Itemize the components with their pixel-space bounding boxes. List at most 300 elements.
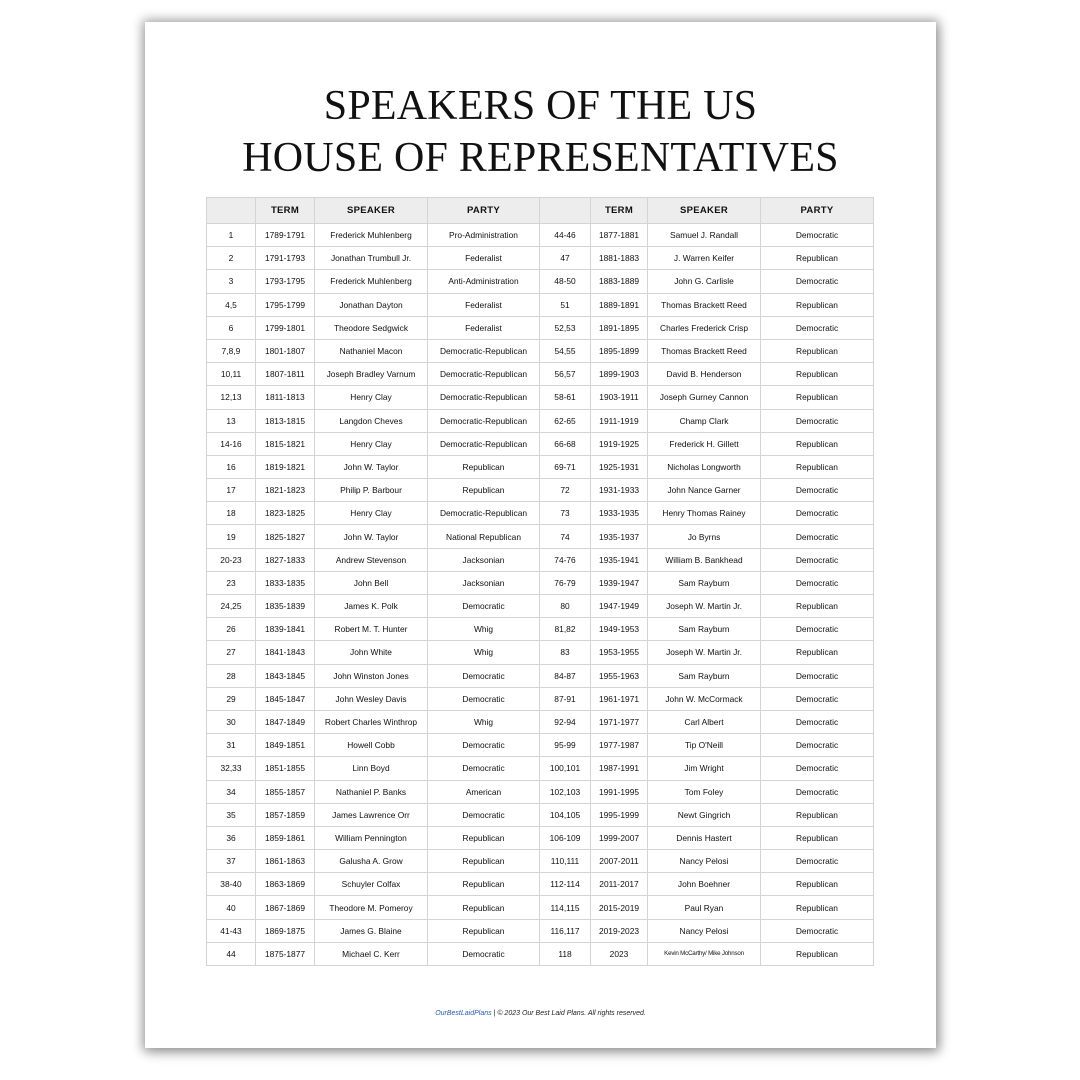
speaker-cell: Nathaniel P. Banks xyxy=(315,780,428,803)
congress-cell: 112-114 xyxy=(540,873,591,896)
congress-cell: 2 xyxy=(207,247,256,270)
speaker-cell: Frederick Muhlenberg xyxy=(315,224,428,247)
congress-cell: 102,103 xyxy=(540,780,591,803)
term-cell: 1991-1995 xyxy=(591,780,648,803)
speaker-cell: Thomas Brackett Reed xyxy=(648,339,761,362)
term-cell: 1843-1845 xyxy=(256,664,315,687)
term-cell: 1931-1933 xyxy=(591,479,648,502)
congress-cell: 76-79 xyxy=(540,571,591,594)
speaker-cell: Langdon Cheves xyxy=(315,409,428,432)
speaker-cell: Tip O'Neill xyxy=(648,734,761,757)
term-cell: 1935-1937 xyxy=(591,525,648,548)
speaker-cell: John Wesley Davis xyxy=(315,687,428,710)
term-cell: 1925-1931 xyxy=(591,455,648,478)
congress-cell: 104,105 xyxy=(540,803,591,826)
speaker-cell: Sam Rayburn xyxy=(648,664,761,687)
party-cell: Democratic xyxy=(761,479,874,502)
term-cell: 1999-2007 xyxy=(591,826,648,849)
term-cell: 1899-1903 xyxy=(591,363,648,386)
speaker-cell: John Winston Jones xyxy=(315,664,428,687)
congress-cell: 92-94 xyxy=(540,710,591,733)
party-cell: American xyxy=(428,780,540,803)
table-row xyxy=(207,780,874,803)
congress-cell: 20-23 xyxy=(207,548,256,571)
speaker-cell: William Pennington xyxy=(315,826,428,849)
congress-cell: 29 xyxy=(207,687,256,710)
term-cell: 1877-1881 xyxy=(591,224,648,247)
party-cell: Democratic xyxy=(761,224,874,247)
term-cell: 1827-1833 xyxy=(256,548,315,571)
speaker-cell: John W. Taylor xyxy=(315,525,428,548)
table-row xyxy=(207,687,874,710)
party-cell: Democratic-Republican xyxy=(428,339,540,362)
party-cell: Jacksonian xyxy=(428,548,540,571)
party-cell: Federalist xyxy=(428,247,540,270)
party-cell: Whig xyxy=(428,710,540,733)
congress-cell: 80 xyxy=(540,595,591,618)
term-cell: 1819-1821 xyxy=(256,455,315,478)
speaker-cell: Galusha A. Grow xyxy=(315,850,428,873)
speaker-cell: Nancy Pelosi xyxy=(648,919,761,942)
party-cell: Democratic xyxy=(761,409,874,432)
title-line-1: SPEAKERS OF THE US xyxy=(323,83,758,129)
table-row xyxy=(207,432,874,455)
speaker-cell: Theodore Sedgwick xyxy=(315,316,428,339)
party-cell: Democratic xyxy=(761,316,874,339)
table-row xyxy=(207,270,874,293)
table-row xyxy=(207,734,874,757)
congress-cell: 51 xyxy=(540,293,591,316)
term-cell: 1869-1875 xyxy=(256,919,315,942)
congress-cell: 19 xyxy=(207,525,256,548)
speaker-cell: James Lawrence Orr xyxy=(315,803,428,826)
term-cell: 1919-1925 xyxy=(591,432,648,455)
table-body xyxy=(207,224,874,966)
party-cell: Republican xyxy=(761,386,874,409)
speaker-cell: Nicholas Longworth xyxy=(648,455,761,478)
party-cell: Democratic xyxy=(428,687,540,710)
party-cell: Jacksonian xyxy=(428,571,540,594)
party-cell: Anti-Administration xyxy=(428,270,540,293)
speaker-cell: John W. Taylor xyxy=(315,455,428,478)
speaker-cell: Sam Rayburn xyxy=(648,618,761,641)
page-title xyxy=(145,80,936,184)
term-cell: 1863-1869 xyxy=(256,873,315,896)
speaker-cell: James K. Polk xyxy=(315,595,428,618)
congress-cell: 106-109 xyxy=(540,826,591,849)
speaker-cell: Joseph Bradley Varnum xyxy=(315,363,428,386)
congress-cell: 62-65 xyxy=(540,409,591,432)
party-cell: National Republican xyxy=(428,525,540,548)
table-row xyxy=(207,826,874,849)
congress-cell: 74-76 xyxy=(540,548,591,571)
speaker-cell: Samuel J. Randall xyxy=(648,224,761,247)
term-cell: 1815-1821 xyxy=(256,432,315,455)
term-cell: 1825-1827 xyxy=(256,525,315,548)
party-cell: Republican xyxy=(761,942,874,965)
party-cell: Republican xyxy=(761,247,874,270)
party-cell: Republican xyxy=(428,455,540,478)
party-cell: Republican xyxy=(428,919,540,942)
table-row xyxy=(207,571,874,594)
speaker-col-header-2: SPEAKER xyxy=(648,198,761,224)
party-cell: Republican xyxy=(761,339,874,362)
term-cell: 1895-1899 xyxy=(591,339,648,362)
party-cell: Democratic xyxy=(761,525,874,548)
speaker-cell: John White xyxy=(315,641,428,664)
speaker-cell: Theodore M. Pomeroy xyxy=(315,896,428,919)
term-cell: 1823-1825 xyxy=(256,502,315,525)
congress-cell: 1 xyxy=(207,224,256,247)
speaker-cell: Carl Albert xyxy=(648,710,761,733)
speaker-cell: Champ Clark xyxy=(648,409,761,432)
speaker-cell: Newt Gingrich xyxy=(648,803,761,826)
congress-cell: 26 xyxy=(207,618,256,641)
speaker-cell: Jonathan Dayton xyxy=(315,293,428,316)
congress-cell: 100,101 xyxy=(540,757,591,780)
term-cell: 1881-1883 xyxy=(591,247,648,270)
term-cell: 1947-1949 xyxy=(591,595,648,618)
speaker-cell: Henry Thomas Rainey xyxy=(648,502,761,525)
table-row xyxy=(207,803,874,826)
congress-col-header-2 xyxy=(540,198,591,224)
congress-cell: 69-71 xyxy=(540,455,591,478)
speaker-cell: Nathaniel Macon xyxy=(315,339,428,362)
party-cell: Republican xyxy=(428,873,540,896)
speaker-cell: Sam Rayburn xyxy=(648,571,761,594)
speaker-cell: Jim Wright xyxy=(648,757,761,780)
party-cell: Republican xyxy=(428,896,540,919)
party-cell: Republican xyxy=(761,826,874,849)
term-cell: 1949-1953 xyxy=(591,618,648,641)
table-row xyxy=(207,386,874,409)
speaker-cell: Nancy Pelosi xyxy=(648,850,761,873)
term-cell: 1807-1811 xyxy=(256,363,315,386)
term-cell: 1811-1813 xyxy=(256,386,315,409)
congress-cell: 84-87 xyxy=(540,664,591,687)
party-cell: Republican xyxy=(761,873,874,896)
term-cell: 1839-1841 xyxy=(256,618,315,641)
term-cell: 2019-2023 xyxy=(591,919,648,942)
speaker-cell: Jo Byrns xyxy=(648,525,761,548)
term-cell: 1891-1895 xyxy=(591,316,648,339)
party-cell: Pro-Administration xyxy=(428,224,540,247)
congress-cell: 31 xyxy=(207,734,256,757)
congress-cell: 30 xyxy=(207,710,256,733)
footer-brand-link[interactable]: OurBestLaidPlans xyxy=(435,1010,492,1017)
speaker-cell: Andrew Stevenson xyxy=(315,548,428,571)
party-cell: Democratic-Republican xyxy=(428,432,540,455)
term-col-header: TERM xyxy=(256,198,315,224)
speaker-cell: Thomas Brackett Reed xyxy=(648,293,761,316)
term-cell: 2015-2019 xyxy=(591,896,648,919)
party-col-header: PARTY xyxy=(428,198,540,224)
party-cell: Democratic xyxy=(428,803,540,826)
term-cell: 1799-1801 xyxy=(256,316,315,339)
table-row xyxy=(207,641,874,664)
congress-cell: 83 xyxy=(540,641,591,664)
congress-cell: 13 xyxy=(207,409,256,432)
congress-cell: 18 xyxy=(207,502,256,525)
congress-cell: 114,115 xyxy=(540,896,591,919)
table-row xyxy=(207,479,874,502)
speaker-cell: Tom Foley xyxy=(648,780,761,803)
table-row xyxy=(207,525,874,548)
speaker-cell: J. Warren Keifer xyxy=(648,247,761,270)
term-cell: 1875-1877 xyxy=(256,942,315,965)
term-cell: 1933-1935 xyxy=(591,502,648,525)
term-cell: 1813-1815 xyxy=(256,409,315,432)
term-cell: 1859-1861 xyxy=(256,826,315,849)
term-cell: 2011-2017 xyxy=(591,873,648,896)
party-cell: Republican xyxy=(761,641,874,664)
congress-cell: 7,8,9 xyxy=(207,339,256,362)
term-cell: 1939-1947 xyxy=(591,571,648,594)
term-cell: 1987-1991 xyxy=(591,757,648,780)
title-line-2: HOUSE OF REPRESENTATIVES xyxy=(242,135,839,181)
party-cell: Democratic xyxy=(428,942,540,965)
speaker-cell: Howell Cobb xyxy=(315,734,428,757)
term-col-header-2: TERM xyxy=(591,198,648,224)
congress-cell: 56,57 xyxy=(540,363,591,386)
term-cell: 1861-1863 xyxy=(256,850,315,873)
party-cell: Republican xyxy=(761,432,874,455)
speaker-cell: Frederick H. Gillett xyxy=(648,432,761,455)
speaker-cell: John W. McCormack xyxy=(648,687,761,710)
speaker-cell: John G. Carlisle xyxy=(648,270,761,293)
speaker-cell: Joseph W. Martin Jr. xyxy=(648,641,761,664)
congress-cell: 37 xyxy=(207,850,256,873)
term-cell: 1903-1911 xyxy=(591,386,648,409)
term-cell: 1847-1849 xyxy=(256,710,315,733)
congress-cell: 34 xyxy=(207,780,256,803)
party-cell: Republican xyxy=(761,595,874,618)
table-row xyxy=(207,363,874,386)
speaker-cell: John Nance Garner xyxy=(648,479,761,502)
footer xyxy=(145,1010,936,1017)
table-row xyxy=(207,409,874,432)
term-cell: 2023 xyxy=(591,942,648,965)
term-cell: 1961-1971 xyxy=(591,687,648,710)
party-cell: Democratic xyxy=(428,734,540,757)
speakers-table xyxy=(206,197,874,966)
party-cell: Republican xyxy=(428,479,540,502)
term-cell: 1855-1857 xyxy=(256,780,315,803)
party-cell: Republican xyxy=(428,826,540,849)
term-cell: 1789-1791 xyxy=(256,224,315,247)
congress-cell: 48-50 xyxy=(540,270,591,293)
party-cell: Democratic-Republican xyxy=(428,386,540,409)
speaker-cell: Henry Clay xyxy=(315,386,428,409)
term-cell: 1867-1869 xyxy=(256,896,315,919)
term-cell: 1795-1799 xyxy=(256,293,315,316)
term-cell: 1953-1955 xyxy=(591,641,648,664)
speaker-cell: Linn Boyd xyxy=(315,757,428,780)
speaker-cell: Philip P. Barbour xyxy=(315,479,428,502)
table-row xyxy=(207,710,874,733)
congress-cell: 44 xyxy=(207,942,256,965)
congress-cell: 24,25 xyxy=(207,595,256,618)
table-row xyxy=(207,757,874,780)
congress-cell: 10,11 xyxy=(207,363,256,386)
table-row xyxy=(207,247,874,270)
speaker-cell: Henry Clay xyxy=(315,432,428,455)
congress-cell: 74 xyxy=(540,525,591,548)
party-cell: Republican xyxy=(428,850,540,873)
congress-cell: 40 xyxy=(207,896,256,919)
speaker-col-header: SPEAKER xyxy=(315,198,428,224)
party-cell: Federalist xyxy=(428,293,540,316)
table-row xyxy=(207,618,874,641)
term-cell: 1845-1847 xyxy=(256,687,315,710)
congress-cell: 110,111 xyxy=(540,850,591,873)
speaker-cell: Robert M. T. Hunter xyxy=(315,618,428,641)
term-cell: 1995-1999 xyxy=(591,803,648,826)
party-cell: Republican xyxy=(761,803,874,826)
congress-cell: 58-61 xyxy=(540,386,591,409)
party-cell: Democratic-Republican xyxy=(428,409,540,432)
congress-col-header xyxy=(207,198,256,224)
term-cell: 1791-1793 xyxy=(256,247,315,270)
term-cell: 1793-1795 xyxy=(256,270,315,293)
table-row xyxy=(207,850,874,873)
congress-cell: 81,82 xyxy=(540,618,591,641)
congress-cell: 72 xyxy=(540,479,591,502)
speaker-cell: John Bell xyxy=(315,571,428,594)
congress-cell: 17 xyxy=(207,479,256,502)
speaker-cell: Paul Ryan xyxy=(648,896,761,919)
document-page xyxy=(145,22,936,1048)
speaker-cell: Charles Frederick Crisp xyxy=(648,316,761,339)
party-cell: Federalist xyxy=(428,316,540,339)
party-cell: Republican xyxy=(761,455,874,478)
party-cell: Democratic xyxy=(761,850,874,873)
table-row xyxy=(207,896,874,919)
table-row xyxy=(207,664,874,687)
table-row xyxy=(207,942,874,965)
party-cell: Democratic xyxy=(761,757,874,780)
party-cell: Democratic xyxy=(761,618,874,641)
party-cell: Democratic xyxy=(761,664,874,687)
party-cell: Democratic-Republican xyxy=(428,502,540,525)
term-cell: 1841-1843 xyxy=(256,641,315,664)
term-cell: 1835-1839 xyxy=(256,595,315,618)
party-cell: Democratic-Republican xyxy=(428,363,540,386)
table-row xyxy=(207,919,874,942)
party-cell: Democratic xyxy=(428,757,540,780)
congress-cell: 47 xyxy=(540,247,591,270)
table-row xyxy=(207,502,874,525)
congress-cell: 54,55 xyxy=(540,339,591,362)
table-header-row xyxy=(207,198,874,224)
speaker-cell: Joseph Gurney Cannon xyxy=(648,386,761,409)
congress-cell: 52,53 xyxy=(540,316,591,339)
term-cell: 1849-1851 xyxy=(256,734,315,757)
party-cell: Republican xyxy=(761,363,874,386)
congress-cell: 3 xyxy=(207,270,256,293)
speaker-cell: Schuyler Colfax xyxy=(315,873,428,896)
congress-cell: 12,13 xyxy=(207,386,256,409)
party-cell: Democratic xyxy=(428,664,540,687)
congress-cell: 27 xyxy=(207,641,256,664)
congress-cell: 36 xyxy=(207,826,256,849)
term-cell: 1851-1855 xyxy=(256,757,315,780)
term-cell: 1935-1941 xyxy=(591,548,648,571)
table-row xyxy=(207,873,874,896)
speaker-cell: Frederick Muhlenberg xyxy=(315,270,428,293)
congress-cell: 118 xyxy=(540,942,591,965)
speaker-cell: Kevin McCarthy/ Mike Johnson xyxy=(648,942,761,965)
congress-cell: 23 xyxy=(207,571,256,594)
term-cell: 1833-1835 xyxy=(256,571,315,594)
congress-cell: 66-68 xyxy=(540,432,591,455)
party-cell: Democratic xyxy=(761,548,874,571)
congress-cell: 4,5 xyxy=(207,293,256,316)
speaker-cell: Michael C. Kerr xyxy=(315,942,428,965)
congress-cell: 28 xyxy=(207,664,256,687)
table-row xyxy=(207,595,874,618)
table-row xyxy=(207,455,874,478)
party-cell: Democratic xyxy=(761,571,874,594)
party-cell: Democratic xyxy=(761,919,874,942)
party-cell: Democratic xyxy=(428,595,540,618)
party-cell: Democratic xyxy=(761,270,874,293)
speaker-cell: Joseph W. Martin Jr. xyxy=(648,595,761,618)
term-cell: 1971-1977 xyxy=(591,710,648,733)
party-cell: Democratic xyxy=(761,780,874,803)
congress-cell: 116,117 xyxy=(540,919,591,942)
table-row xyxy=(207,548,874,571)
term-cell: 2007-2011 xyxy=(591,850,648,873)
party-col-header-2: PARTY xyxy=(761,198,874,224)
party-cell: Republican xyxy=(761,293,874,316)
term-cell: 1801-1807 xyxy=(256,339,315,362)
table-row xyxy=(207,339,874,362)
congress-cell: 87-91 xyxy=(540,687,591,710)
speaker-cell: Dennis Hastert xyxy=(648,826,761,849)
party-cell: Democratic xyxy=(761,687,874,710)
party-cell: Whig xyxy=(428,618,540,641)
term-cell: 1883-1889 xyxy=(591,270,648,293)
congress-cell: 32,33 xyxy=(207,757,256,780)
congress-cell: 14-16 xyxy=(207,432,256,455)
speaker-cell: David B. Henderson xyxy=(648,363,761,386)
congress-cell: 35 xyxy=(207,803,256,826)
speaker-cell: Henry Clay xyxy=(315,502,428,525)
party-cell: Republican xyxy=(761,896,874,919)
speaker-cell: Robert Charles Winthrop xyxy=(315,710,428,733)
party-cell: Democratic xyxy=(761,710,874,733)
footer-copyright: | © 2023 Our Best Laid Plans. All rights reserved. xyxy=(493,1010,646,1017)
table-row xyxy=(207,293,874,316)
speaker-cell: James G. Blaine xyxy=(315,919,428,942)
congress-cell: 73 xyxy=(540,502,591,525)
speaker-cell: John Boehner xyxy=(648,873,761,896)
speaker-cell: Jonathan Trumbull Jr. xyxy=(315,247,428,270)
congress-cell: 44-46 xyxy=(540,224,591,247)
term-cell: 1955-1963 xyxy=(591,664,648,687)
congress-cell: 16 xyxy=(207,455,256,478)
term-cell: 1857-1859 xyxy=(256,803,315,826)
congress-cell: 41-43 xyxy=(207,919,256,942)
table-row xyxy=(207,224,874,247)
party-cell: Democratic xyxy=(761,502,874,525)
party-cell: Democratic xyxy=(761,734,874,757)
speaker-cell: William B. Bankhead xyxy=(648,548,761,571)
party-cell: Whig xyxy=(428,641,540,664)
congress-cell: 6 xyxy=(207,316,256,339)
congress-cell: 38-40 xyxy=(207,873,256,896)
